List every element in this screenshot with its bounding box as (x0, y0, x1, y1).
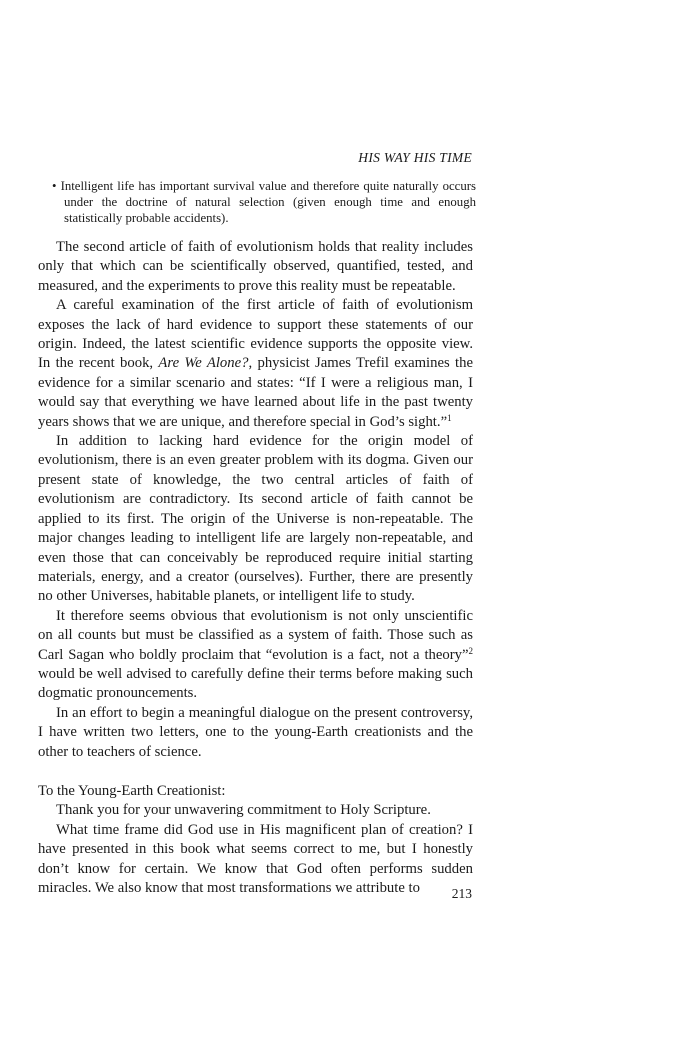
paragraph: In an effort to begin a meaningful dialogue on the present controversy, I have written two letters, one to the young-Earth creationists and the other to teachers of science. (38, 704, 473, 760)
footnote-ref: 2 (468, 645, 473, 656)
paragraph: The second article of faith of evolutionism holds that reality includes only that which can be scientifically observed, quantified, tested, and measured, and the experiments to prove this reality must be repeatable. (38, 239, 473, 294)
running-head: HIS WAY HIS TIME (358, 150, 472, 165)
section-gap (38, 762, 473, 782)
bullet-text: Intelligent life has important survival value and therefore quite naturally occurs under the doctrine of natural selection (given enough time and enough statistically probable accidents). (60, 179, 476, 225)
body-text (38, 238, 473, 898)
paragraph: It therefore seems obvious that evolutionism is not only unscientific on all counts but must be classified as a system of faith. Those such as Carl Sagan who boldly proclaim that “evolution is a fact, not a theory”$^2$ would be well advised to carefully define their terms before making such dogmatic pronouncements. (38, 607, 473, 702)
paragraph: A careful examination of the first article of faith of evolutionism exposes the lack of hard evidence to support these statements of our origin. Indeed, the latest scientific evidence supports the opposite view. In the recent book, Are We Alone?, physicist James Trefil examines the evidence for a similar scenario and states: “If I were a religious man, I would say that everything we have learned about life in the past twenty years shows that we are unique, and therefore special in God’s sight.”$^1$ (38, 297, 473, 430)
page-number: 213 (451, 886, 472, 901)
bullet-marker: • (52, 179, 57, 193)
paragraph: What time frame did God use in His magnificent plan of creation? I have presented in this book what seems correct to me, but I honestly don’t know for certain. We know that God often performs sudden miracles. We also know that most transformations we attribute to (38, 821, 473, 896)
bullet-item (52, 178, 476, 226)
letter-salutation: To the Young-Earth Creationist: (38, 782, 226, 799)
footnote-ref: 1 (447, 412, 452, 423)
paragraph: Thank you for your unwavering commitment to Holy Scripture. (56, 802, 431, 819)
book-title: Are We Alone? (158, 355, 249, 372)
paragraph: In addition to lacking hard evidence for the origin model of evolutionism, there is an even greater problem with its dogma. Given our present state of knowledge, the two central articles of faith of evolutionism are contradictory. Its second article of faith cannot be applied to its first. The origin of the Universe is non-repeatable. The major changes leading to intelligent life are largely non-repeatable, and even those that can conceivably be reproduced require initial starting materials, energy, and a creator (ourselves). Further, there are presently no other Universes, habitable planets, or intelligent life to study. (38, 433, 473, 605)
